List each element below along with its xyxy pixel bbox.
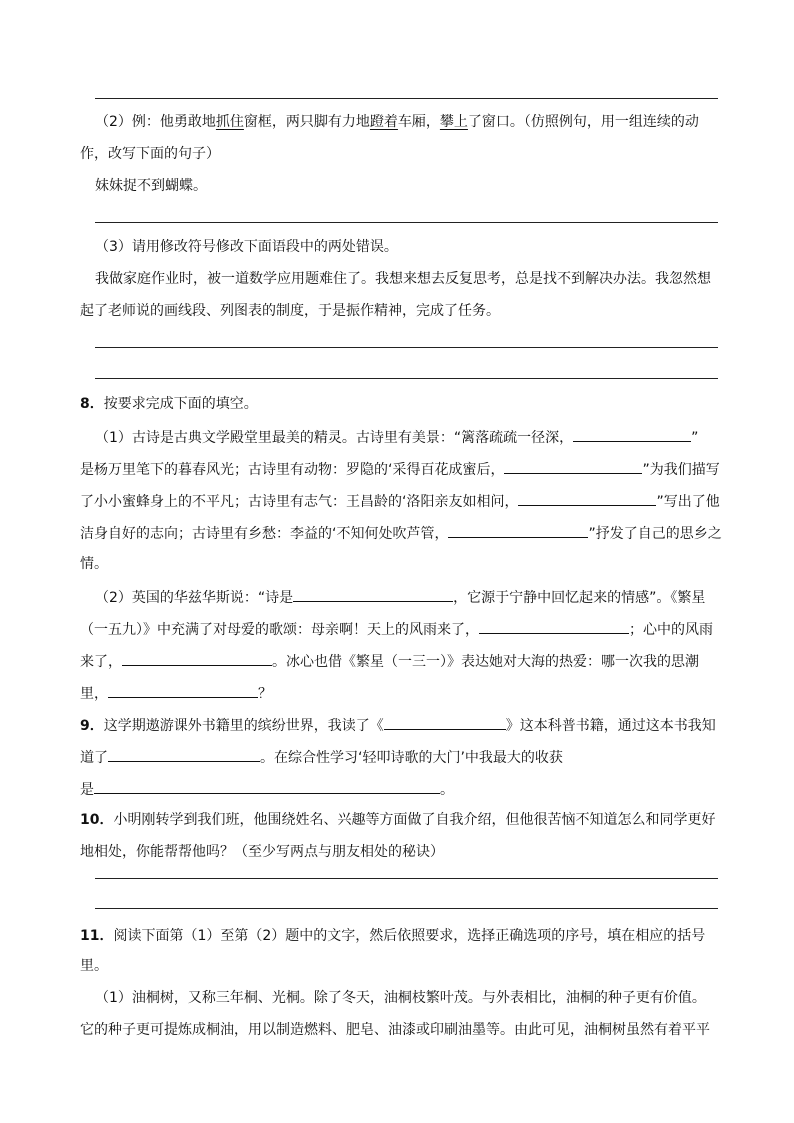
- answer-line[interactable]: [95, 908, 718, 909]
- fill-blank[interactable]: [504, 458, 642, 474]
- q8-line1: （1）古诗是古典文学殿堂里最美的精灵。古诗里有美景：“篱落疏疏一径深， ”: [95, 426, 698, 448]
- q9-line2: 道了 。在综合性学习‘轻叩诗歌的大门’中我最大的收获: [80, 746, 563, 768]
- fill-blank[interactable]: [94, 778, 440, 794]
- fill-blank[interactable]: [518, 490, 656, 506]
- q8-line6: （2）英国的华兹华斯说：“诗是 ，它源于宁静中回忆起来的情感”。《繁星: [95, 586, 705, 608]
- q10-line2: 地相处，你能帮帮他吗？（至少写两点与朋友相处的秘诀）: [80, 844, 444, 860]
- answer-line[interactable]: [95, 347, 718, 348]
- q7-part3-text-line2: 起了老师说的画线段、列图表的制度，于是振作精神，完成了任务。: [80, 303, 500, 319]
- q11-line1: 11．阅读下面第（1）至第（2）题中的文字，然后依照要求，选择正确选项的序号，填在相应的括号: [80, 928, 706, 944]
- q8-line4: 洁身自好的志向；古诗里有乡愁：李益的‘不知何处吹芦管， ”抒发了自己的思乡之: [80, 522, 722, 544]
- q8-line5: 情。: [80, 556, 108, 572]
- q8-line7: （一五九）》中充满了对母爱的歌颂：母亲啊！天上的风雨来了， ；心中的风雨: [80, 618, 713, 640]
- q10-line1: 10．小明刚转学到我们班，他围绕姓名、兴趣等方面做了自我介绍，但他很苦恼不知道怎么和同学更好: [80, 812, 716, 828]
- q8-line2: 是杨万里笔下的暮春风光；古诗里有动物：罗隐的‘采得百花成蜜后， ”为我们描写: [80, 458, 720, 480]
- fill-blank[interactable]: [108, 682, 258, 698]
- q8-line8: 来了， 。冰心也借《繁星（一三一）》表达她对大海的热爱：哪一次我的思潮: [80, 650, 699, 672]
- q9-line1: 9．这学期遨游课外书籍里的缤纷世界，我读了《 》这本科普书籍，通过这本书我知: [80, 714, 716, 736]
- q7-part3-text-line1: 我做家庭作业时，被一道数学应用题难住了。我想来想去反复思考，总是找不到解决办法。我忽然想: [95, 271, 711, 287]
- q7-part3-title: （3）请用修改符号修改下面语段中的两处错误。: [95, 239, 398, 255]
- q8-heading: 8．按要求完成下面的填空。: [80, 396, 258, 412]
- q7-part2-sentence: 妹妹捉不到蝴蝶。: [95, 178, 207, 194]
- q8-line9: 里， ？: [80, 682, 272, 704]
- q7-part2-line1: （2）例：他勇敢地抓住窗框，两只脚有力地蹬着车厢，攀上了窗口。（仿照例句，用一组连续的动: [95, 114, 699, 130]
- fill-blank[interactable]: [573, 426, 691, 442]
- q7-part2-line2: 作，改写下面的句子）: [80, 146, 220, 162]
- answer-line[interactable]: [95, 98, 718, 99]
- answer-line[interactable]: [95, 378, 718, 379]
- fill-blank[interactable]: [384, 714, 506, 730]
- fill-blank[interactable]: [448, 522, 588, 538]
- q9-line3: 是 。: [80, 778, 454, 800]
- fill-blank[interactable]: [293, 586, 453, 602]
- q11-line2: 里。: [80, 958, 108, 974]
- answer-line[interactable]: [95, 222, 718, 223]
- q8-line3: 了小小蜜蜂身上的不平凡；古诗里有志气：王昌龄的‘洛阳亲友如相问， ”写出了他: [80, 490, 720, 512]
- fill-blank[interactable]: [108, 746, 260, 762]
- q11-line3: （1）油桐树，又称三年桐、光桐。除了冬天，油桐枝繁叶茂。与外表相比，油桐的种子更有价值。: [95, 990, 706, 1006]
- fill-blank[interactable]: [122, 650, 272, 666]
- answer-line[interactable]: [95, 878, 718, 879]
- q11-line4: 它的种子更可提炼成桐油，用以制造燃料、肥皂、油漆或印刷油墨等。由此可见，油桐树虽然有着平平: [80, 1022, 710, 1038]
- fill-blank[interactable]: [479, 618, 629, 634]
